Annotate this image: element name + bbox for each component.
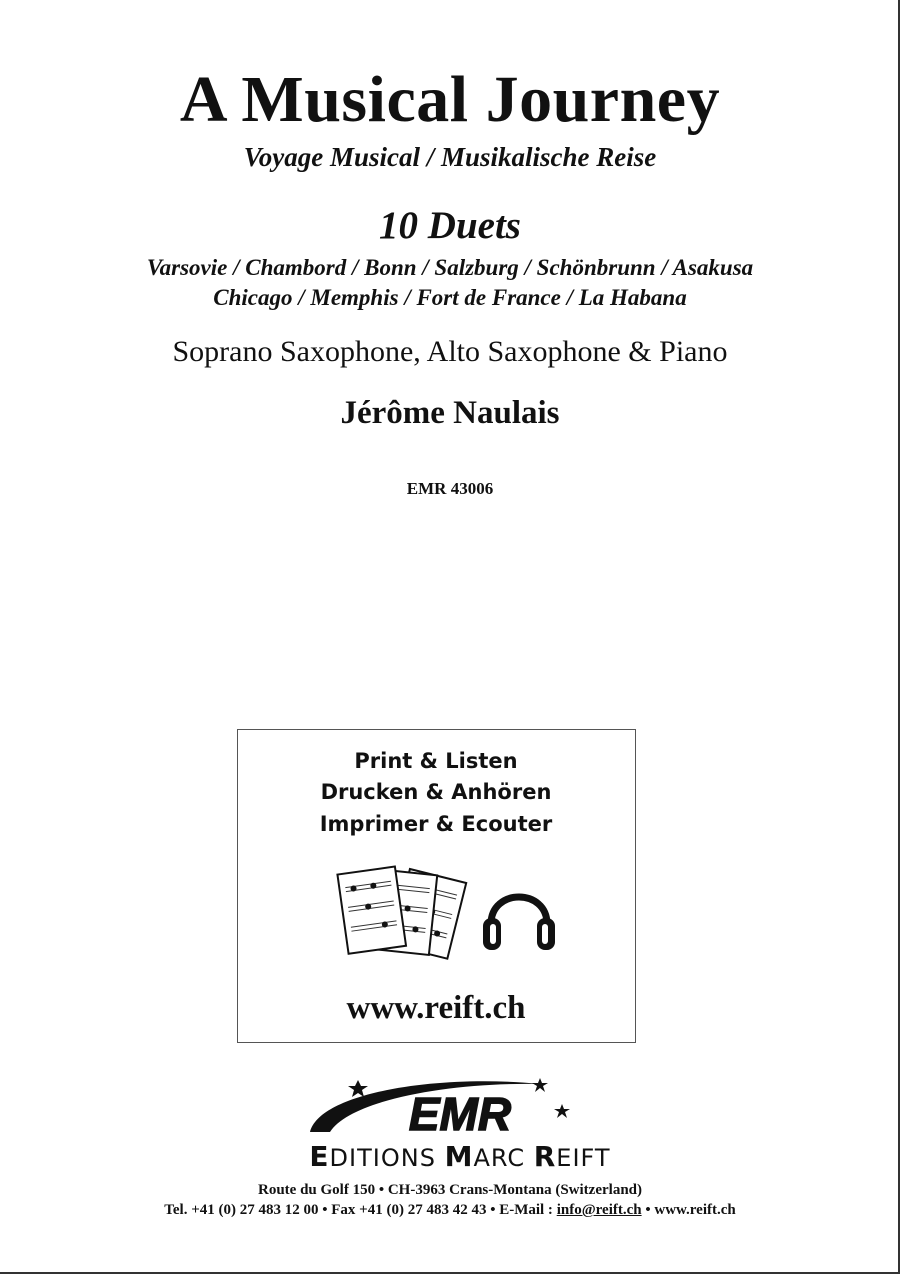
logo-name-part-5: R: [533, 1140, 557, 1172]
publisher-address: Route du Golf 150 • CH-3963 Crans-Montana (Switzerland): [258, 1182, 642, 1198]
promo-line-2: Drucken & Anhören: [320, 780, 552, 804]
contact-prefix: Tel. +41 (0) 27 483 12 00 • Fax +41 (0) 27 483 42 43 • E-Mail :: [164, 1202, 557, 1218]
sheet-music-icon: [337, 867, 466, 959]
promo-icons: [333, 862, 563, 962]
email-link[interactable]: info@reift.ch: [556, 1202, 642, 1218]
logo-name-part-4: ARC: [473, 1144, 534, 1172]
logo-name-part-1: E: [309, 1140, 330, 1172]
catalog-number: EMR 43006: [406, 479, 494, 498]
promo-line-3: Imprimer & Ecouter: [319, 812, 553, 836]
duets-heading: 10 Duets: [379, 204, 521, 247]
cities-line-2: Chicago / Memphis / Fort de France / La Habana: [213, 285, 687, 310]
logo-name-part-6: EIFT: [556, 1144, 611, 1172]
page-title: A Musical Journey: [179, 63, 721, 136]
publisher-contact: [0, 1200, 900, 1220]
promo-line-1: Print & Listen: [354, 749, 518, 773]
headphones-icon: [483, 897, 555, 950]
emr-logo-mark: [310, 1078, 570, 1140]
composer-name: Jérôme Naulais: [340, 395, 560, 431]
promo-website[interactable]: www.reift.ch: [346, 990, 526, 1026]
cities-line-1: Varsovie / Chambord / Bonn / Salzburg / Schönbrunn / Asakusa: [146, 255, 754, 280]
logo-name-part-2: DITIONS: [329, 1144, 445, 1172]
print-listen-box: [237, 729, 636, 1043]
logo-name: [309, 1140, 610, 1172]
editions-marc-reift-logo: [240, 1072, 680, 1172]
logo-mark-text: EMR: [408, 1088, 512, 1140]
instrumentation: Soprano Saxophone, Alto Saxophone & Piano: [172, 335, 728, 368]
contact-suffix: • www.reift.ch: [641, 1202, 736, 1218]
subtitle: Voyage Musical / Musikalische Reise: [243, 142, 657, 172]
logo-name-part-3: M: [444, 1140, 474, 1172]
